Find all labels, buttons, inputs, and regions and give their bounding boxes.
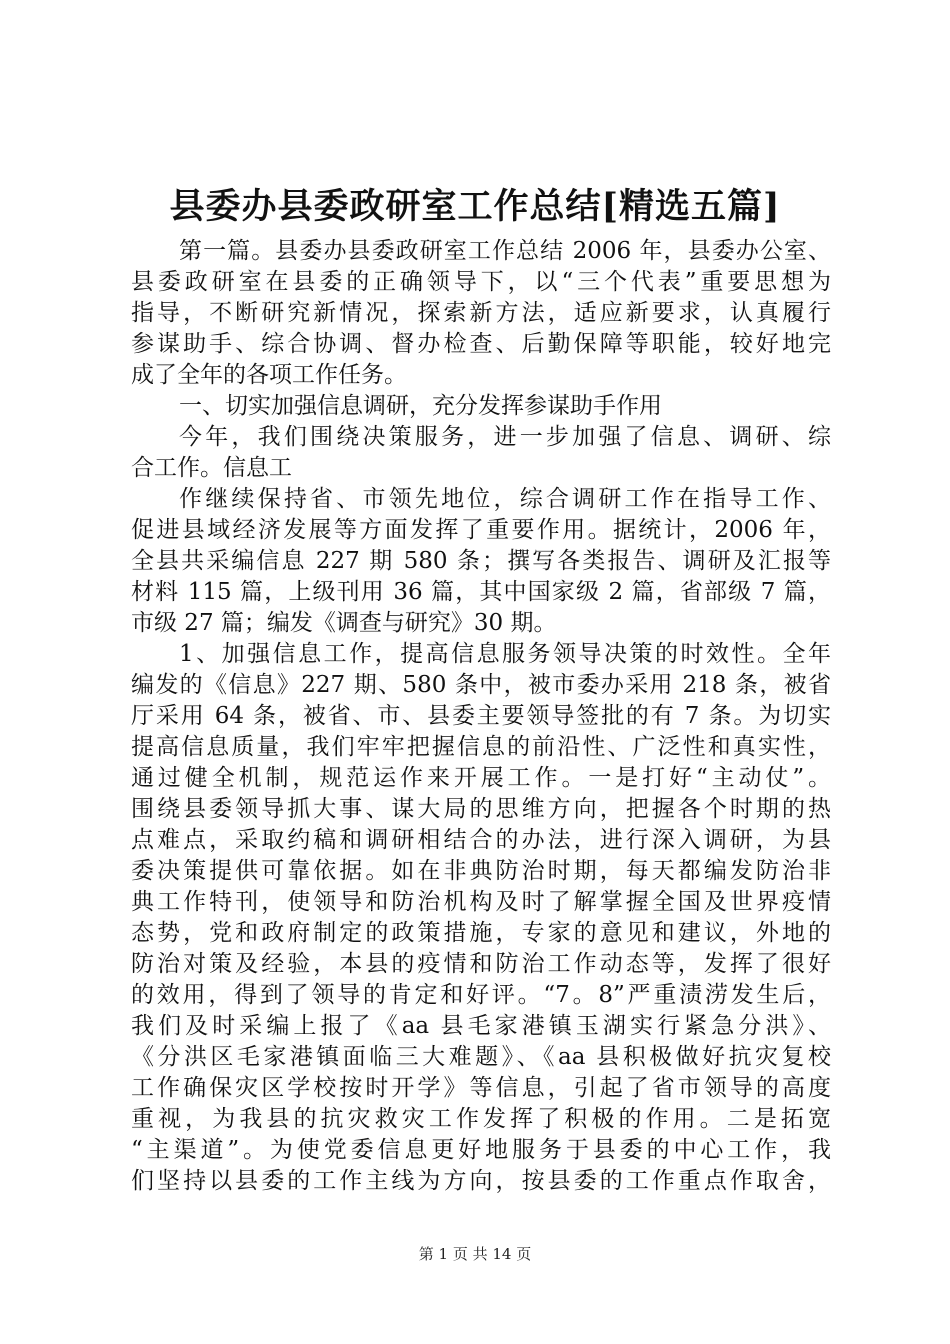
text-line: 指导，不断研究新情况，探索新方法，适应新要求，认真履行 [131, 300, 831, 326]
document-body [131, 236, 831, 1197]
paragraph [131, 422, 831, 484]
text-line: 通过健全机制，规范运作来开展工作。一是打好“主动仗”。 [131, 765, 831, 791]
text-line: 合工作。信息工 [131, 455, 292, 481]
text-line: 第一篇。县委办县委政研室工作总结 2006 年，县委办公室、 [179, 238, 831, 264]
text-line: 重视，为我县的抗灾救灾工作发挥了积极的作用。二是拓宽 [131, 1106, 831, 1132]
text-line: 提高信息质量，我们牢牢把握信息的前沿性、广泛性和真实性， [131, 734, 831, 760]
text-line: 参谋助手、综合协调、督办检查、后勤保障等职能，较好地完 [131, 331, 831, 357]
text-line: “主渠道”。为使党委信息更好地服务于县委的中心工作，我 [131, 1137, 831, 1163]
text-line: 全县共采编信息 227 期 580 条；撰写各类报告、调研及汇报等 [131, 548, 831, 574]
text-line: 今年，我们围绕决策服务，进一步加强了信息、调研、综 [179, 424, 831, 450]
paragraph [131, 639, 831, 1197]
text-line: 作继续保持省、市领先地位，综合调研工作在指导工作、 [179, 486, 831, 512]
text-line: 县委政研室在县委的正确领导下，以“三个代表”重要思想为 [131, 269, 831, 295]
text-line: 工作确保灾区学校按时开学》等信息，引起了省市领导的高度 [131, 1075, 831, 1101]
document-title: 县委办县委政研室工作总结[精选五篇] [169, 186, 781, 227]
text-line: 我们及时采编上报了《aa 县毛家港镇玉湖实行紧急分洪》、 [131, 1013, 831, 1039]
text-line: 典工作特刊，使领导和防治机构及时了解掌握全国及世界疫情 [131, 889, 831, 915]
text-line: 点难点，采取约稿和调研相结合的办法，进行深入调研，为县 [131, 827, 831, 853]
text-line: 一、切实加强信息调研，充分发挥参谋助手作用 [179, 393, 662, 419]
section-heading [131, 391, 831, 422]
text-line: 委决策提供可靠依据。如在非典防治时期，每天都编发防治非 [131, 858, 831, 884]
paragraph [131, 236, 831, 391]
text-line: 围绕县委领导抓大事、谋大局的思维方向，把握各个时期的热 [131, 796, 831, 822]
text-line: 的效用，得到了领导的肯定和好评。“7。8”严重渍涝发生后， [131, 982, 831, 1008]
text-line: 编发的《信息》227 期、580 条中，被市委办采用 218 条，被省 [131, 672, 831, 698]
text-line: 《分洪区毛家港镇面临三大难题》、《aa 县积极做好抗灾复校 [131, 1044, 831, 1070]
text-line: 态势，党和政府制定的政策措施，专家的意见和建议，外地的 [131, 920, 831, 946]
text-line: 成了全年的各项工作任务。 [131, 362, 407, 388]
text-line: 们坚持以县委的工作主线为方向，按县委的工作重点作取舍， [131, 1168, 831, 1194]
text-line: 市级 27 篇；编发《调查与研究》30 期。 [131, 610, 557, 636]
page-footer: 第 1 页 共 14 页 [418, 1245, 532, 1263]
text-line: 材料 115 篇，上级刊用 36 篇，其中国家级 2 篇，省部级 7 篇， [131, 579, 831, 605]
paragraph [131, 484, 831, 639]
text-line: 厅采用 64 条，被省、市、县委主要领导签批的有 7 条。为切实 [131, 703, 831, 729]
text-line: 防治对策及经验，本县的疫情和防治工作动态等，发挥了很好 [131, 951, 831, 977]
text-line: 促进县域经济发展等方面发挥了重要作用。据统计，2006 年， [131, 517, 831, 543]
text-line: 1、加强信息工作，提高信息服务领导决策的时效性。全年 [179, 641, 831, 667]
